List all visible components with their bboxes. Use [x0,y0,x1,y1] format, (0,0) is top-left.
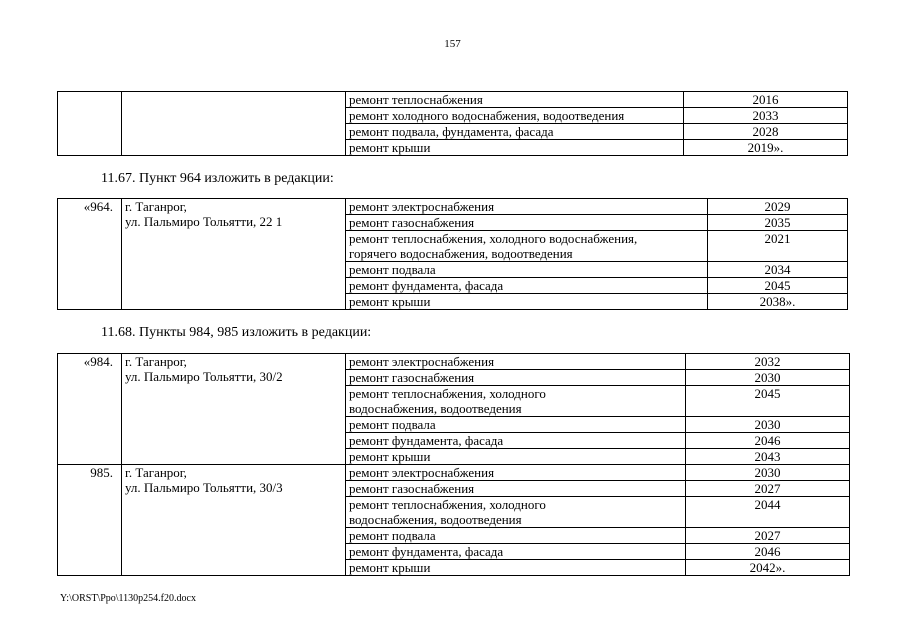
work-type-cell: ремонт электроснабжения [346,465,686,481]
work-type-cell: ремонт крыши [346,449,686,465]
year-cell: 2029 [708,199,848,215]
table-row [58,354,850,370]
address-cell: г. Таганрог, ул. Пальмиро Тольятти, 30/3 [122,465,346,576]
year-cell: 2033 [684,108,848,124]
work-type-cell: ремонт газоснабжения [346,481,686,497]
work-type-cell: ремонт подвала [346,262,708,278]
section-heading-11-68: 11.68. Пункты 984, 985 изложить в редакции: [101,325,372,340]
work-type-cell: ремонт фундамента, фасада [346,278,708,294]
work-type-cell: ремонт электроснабжения [346,354,686,370]
address-cell [122,92,346,156]
work-type-cell: ремонт подвала, фундамента, фасада [346,124,684,140]
item-number-cell [58,92,122,156]
works-table-964 [57,198,848,310]
work-type-cell: ремонт электроснабжения [346,199,708,215]
year-cell: 2019». [684,140,848,156]
work-type-cell: ремонт теплоснабжения, холодного водоснабжения, водоотведения [346,497,686,528]
address-cell: г. Таганрог, ул. Пальмиро Тольятти, 30/2 [122,354,346,465]
work-type-cell: ремонт фундамента, фасада [346,433,686,449]
year-cell: 2035 [708,215,848,231]
year-cell: 2030 [686,417,850,433]
year-cell: 2042». [686,560,850,576]
year-cell: 2021 [708,231,848,262]
work-type-cell: ремонт фундамента, фасада [346,544,686,560]
address-cell: г. Таганрог, ул. Пальмиро Тольятти, 22 1 [122,199,346,310]
work-type-cell: ремонт крыши [346,140,684,156]
item-number-cell: «984. [58,354,122,465]
year-cell: 2045 [708,278,848,294]
item-number-cell: «964. [58,199,122,310]
work-type-cell: ремонт подвала [346,417,686,433]
year-cell: 2027 [686,481,850,497]
year-cell: 2043 [686,449,850,465]
year-cell: 2034 [708,262,848,278]
table-row [58,92,848,108]
work-type-cell: ремонт подвала [346,528,686,544]
work-type-cell: ремонт крыши [346,294,708,310]
year-cell: 2046 [686,544,850,560]
year-cell: 2030 [686,370,850,386]
work-type-cell: ремонт теплоснабжения, холодного водоснабжения, горячего водоснабжения, водоотведения [346,231,708,262]
year-cell: 2038». [708,294,848,310]
work-type-cell: ремонт газоснабжения [346,370,686,386]
page-number: 157 [444,38,461,50]
year-cell: 2045 [686,386,850,417]
year-cell: 2028 [684,124,848,140]
table-row [58,199,848,215]
document-file-path: Y:\ORST\Ppo\1130p254.f20.docx [60,593,196,604]
year-cell: 2016 [684,92,848,108]
year-cell: 2032 [686,354,850,370]
work-type-cell: ремонт холодного водоснабжения, водоотведения [346,108,684,124]
section-heading-11-67: 11.67. Пункт 964 изложить в редакции: [101,171,334,186]
year-cell: 2030 [686,465,850,481]
works-table-984-985 [57,353,850,576]
year-cell: 2046 [686,433,850,449]
year-cell: 2044 [686,497,850,528]
item-number-cell: 985. [58,465,122,576]
work-type-cell: ремонт крыши [346,560,686,576]
work-type-cell: ремонт теплоснабжения [346,92,684,108]
work-type-cell: ремонт теплоснабжения, холодного водоснабжения, водоотведения [346,386,686,417]
table-row [58,465,850,481]
works-table-continuation [57,91,848,156]
year-cell: 2027 [686,528,850,544]
work-type-cell: ремонт газоснабжения [346,215,708,231]
